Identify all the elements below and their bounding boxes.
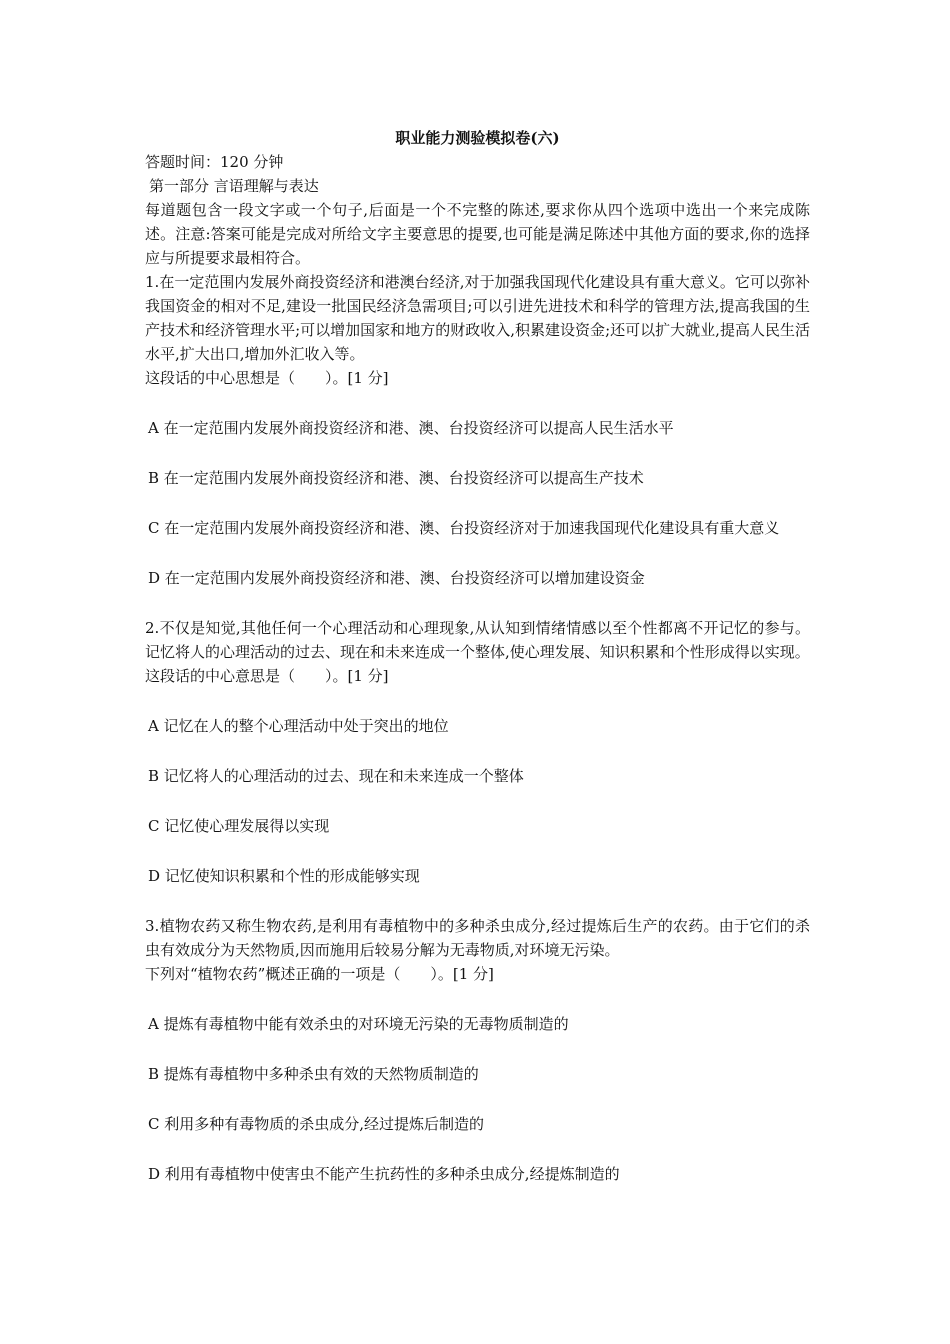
- question-prompt: 下列对“植物农药”概述正确的一项是（ ）。[1 分]: [145, 965, 494, 983]
- question-passage: 2.不仅是知觉,其他任何一个心理活动和心理现象,从认知到情绪情感以至个性都离不开记忆的参与。记忆将人的心理活动的过去、现在和未来连成一个整体,使心理发展、知识积累和个性形成得以实现。: [145, 619, 810, 661]
- question-1: [145, 270, 810, 590]
- document-title: 职业能力测验模拟卷(六): [395, 129, 560, 147]
- question-2: [145, 616, 810, 888]
- section-heading: 第一部分 言语理解与表达: [149, 177, 319, 195]
- option-c: C 在一定范围内发展外商投资经济和港、澳、台投资经济对于加速我国现代化建设具有重大意义: [148, 519, 780, 537]
- option-c: C 利用多种有毒物质的杀虫成分,经过提炼后制造的: [148, 1115, 485, 1133]
- exam-time: 答题时间：120 分钟: [145, 153, 284, 171]
- option-a: A 记忆在人的整个心理活动中处于突出的地位: [148, 717, 449, 735]
- option-c: C 记忆使心理发展得以实现: [148, 817, 330, 835]
- option-d: D 利用有毒植物中使害虫不能产生抗药性的多种杀虫成分,经提炼制造的: [148, 1165, 620, 1183]
- option-b: B 记忆将人的心理活动的过去、现在和未来连成一个整体: [148, 767, 524, 785]
- option-b: B 提炼有毒植物中多种杀虫有效的天然物质制造的: [148, 1065, 479, 1083]
- question-passage: 1.在一定范围内发展外商投资经济和港澳台经济,对于加强我国现代化建设具有重大意义。它可以弥补我国资金的相对不足,建设一批国民经济急需项目;可以引进先进技术和科学的管理方法,提高我国的生产技术和经济管理水平;可以增加国家和地方的财政收入,积累建设资金;还可以扩大就业,提高人民生活水平,扩大出口,增加外汇收入等。: [145, 273, 810, 363]
- option-a: A 在一定范围内发展外商投资经济和港、澳、台投资经济可以提高人民生活水平: [148, 419, 674, 437]
- question-prompt: 这段话的中心意思是（ ）。[1 分]: [145, 667, 389, 685]
- document-page: [145, 126, 810, 1186]
- question-3: [145, 914, 810, 1186]
- option-d: D 记忆使知识积累和个性的形成能够实现: [148, 867, 420, 885]
- question-passage: 3.植物农药又称生物农药,是利用有毒植物中的多种杀虫成分,经过提炼后生产的农药。由于它们的杀虫有效成分为天然物质,因而施用后较易分解为无毒物质,对环境无污染。: [145, 917, 810, 959]
- question-prompt: 这段话的中心思想是（ ）。[1 分]: [145, 369, 389, 387]
- instructions: 每道题包含一段文字或一个句子,后面是一个不完整的陈述,要求你从四个选项中选出一个来完成陈述。注意:答案可能是完成对所给文字主要意思的提要,也可能是满足陈述中其他方面的要求,你的选择应与所提要求最相符合。: [145, 201, 810, 267]
- option-a: A 提炼有毒植物中能有效杀虫的对环境无污染的无毒物质制造的: [148, 1015, 569, 1033]
- option-b: B 在一定范围内发展外商投资经济和港、澳、台投资经济可以提高生产技术: [148, 469, 644, 487]
- option-d: D 在一定范围内发展外商投资经济和港、澳、台投资经济可以增加建设资金: [148, 569, 645, 587]
